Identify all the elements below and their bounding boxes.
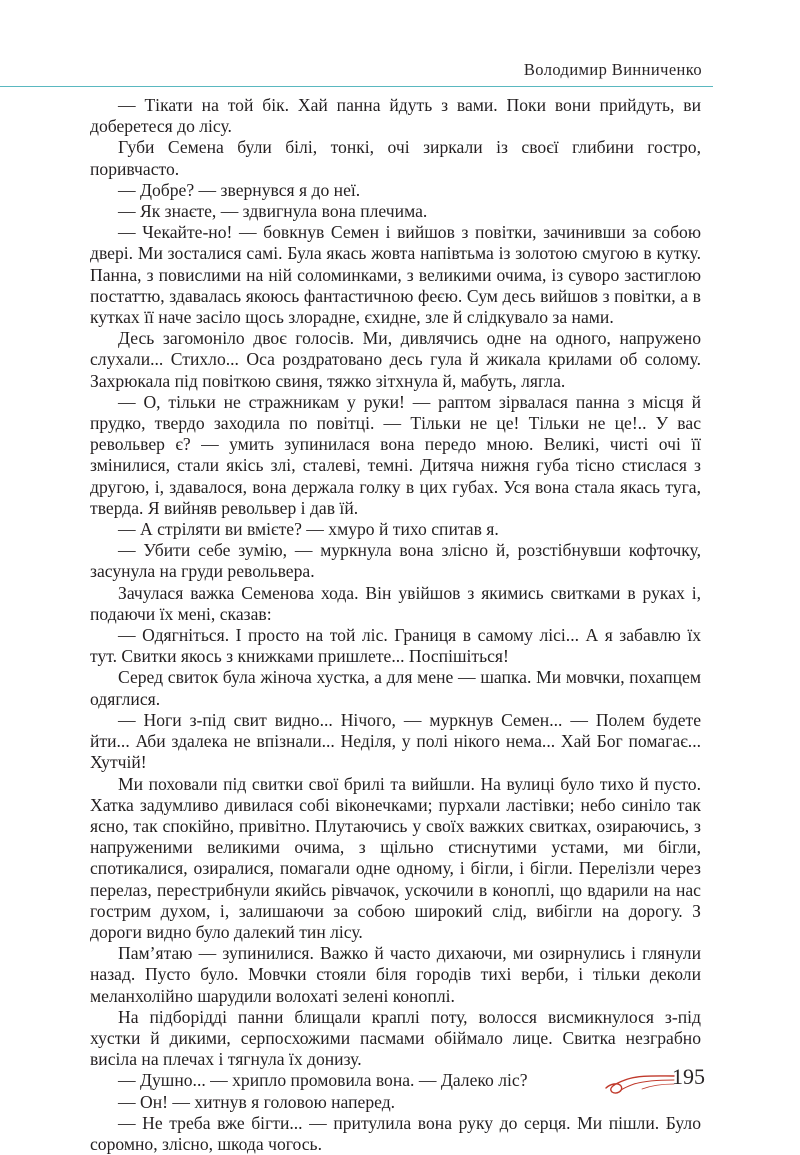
paragraph: — Як знаєте, — здвигнула вона плечима. [118,201,428,222]
paragraph: — О, тільки не стражникам у руки! — раптом зірвалася панна з місця й прудко, твердо заходила по повітці. — Тільки не це! Тільки не це!.. У вас револьвер є? — умить зупинилася вона передо мною. Великі, чисті очі її змінилися, стали якісь злі, сталеві, темні. Дитяча нижня губа тісно стислася з другою, і, здавалося, вона держала голку в цих губах. Уся вона стала якась туга, тверда. Я вийняв револьвер і дав їй. [90,391,701,518]
paragraph: — Добре? — звернувся я до неї. [118,179,361,200]
paragraph: — Ноги з-під свит видно... Нічого, — муркнув Семен... — Полем будете йти... Аби здалека не впізнали... Неділя, у полі нікого нема... Хай Бог помагає... Хутчій! [90,709,701,773]
paragraph: Десь загомоніло двоє голосів. Ми, дивлячись одне на одного, напружено слухали... Стихло... Оса роздратовано десь гула й жикала крилами об солому. Захрюкала під повіткою свиня, тяжко зітхнула й, мабуть, лягла. [90,328,701,391]
header-rule [0,86,713,87]
paragraph: — Он! — хитнув я головою наперед. [118,1091,396,1112]
paragraph: — А стріляти ви вмієте? — хмуро й тихо спитав я. [118,519,499,540]
paragraph: Губи Семена були білі, тонкі, очі зиркали із своєї глибини гостро, поривчасто. [90,137,701,179]
paragraph: На підборідді панни блищали краплі поту, волосся висмикнулося з-під хустки й дикими, серпосхожими пасмами обіймало лице. Свитка незграбно висіла на плечах і тягнула їх донизу. [90,1006,701,1070]
paragraph: — Убити себе зумію, — муркнула вона злісно й, розстібнувши кофточку, засунула на груди револьвера. [90,540,701,582]
running-header-author: Володимир Винниченко [523,60,702,79]
paragraph: — Чекайте-но! — бовкнув Семен і вийшов з повітки, зачинивши за собою двері. Ми зосталися самі. Була якась жовта напівтьма із золотою смугою в кутку. Панна, з повислими на ній соломинками, з великими очима, із суворо застиглою постаттю, здавалась якоюсь фантастичною феєю. Сум десь вийшов з повітки, а в кутках її наче засіло щось злорадне, єхидне, зле й слідкувало за нами. [90,222,701,328]
paragraph: — Душно... — хрипло промовила вона. — Далеко ліс? [118,1070,528,1091]
paragraph: Зачулася важка Семенова хода. Він увійшов з якимись свитками в руках і, подаючи їх мені, сказав: [90,582,701,624]
body-text [90,95,701,1155]
paragraph: Пам’ятаю — зупинилися. Важко й часто дихаючи, ми озирнулись і глянули назад. Пусто було. Мовчки стояли біля городів тихі верби, і тільки деколи меланхолійно шарудили волохаті зелені коноплі. [90,943,701,1006]
flourish-ornament-icon [600,1062,676,1096]
paragraph: Ми поховали під свитки свої брилі та вийшли. На вулиці було тихо й пусто. Хатка задумливо дивилася собі віконечками; пурхали ластівки; небо синіло так ясно, так спокійно, привітно. Плутаючись у своїх важких свитках, озираючись, з напруженими великими очима, з щільно стиснутими устами, ми бігли, спотикалися, озиралися, помагали одне одному, і бігли, і бігли. Перелізли через перелаз, перестрибнули якийсь рівчачок, ускочили в коноплі, що вдарили на нас гострим духом, і, залишаючи за собою широкий слід, вибігли на дорогу. З дороги видно було далекий тин лісу. [90,773,701,942]
paragraph: — Одягніться. І просто на той ліс. Границя в самому лісі... А я забавлю їх тут. Свитки якось з книжками пришлете... Поспішіться! [90,625,701,667]
paragraph: — Тікати на той бік. Хай панна йдуть з вами. Поки вони прийдуть, ви доберетеся до лісу. [90,95,701,137]
page-number: 195 [672,1064,705,1089]
page-footer [600,1062,720,1102]
paragraph: Серед свиток була жіноча хустка, а для мене — шапка. Ми мовчки, похапцем одяглися. [90,667,701,709]
paragraph: — Не треба вже бігти... — притулила вона руку до серця. Ми пішли. Було соромно, злісно, шкода чогось. [90,1112,701,1154]
